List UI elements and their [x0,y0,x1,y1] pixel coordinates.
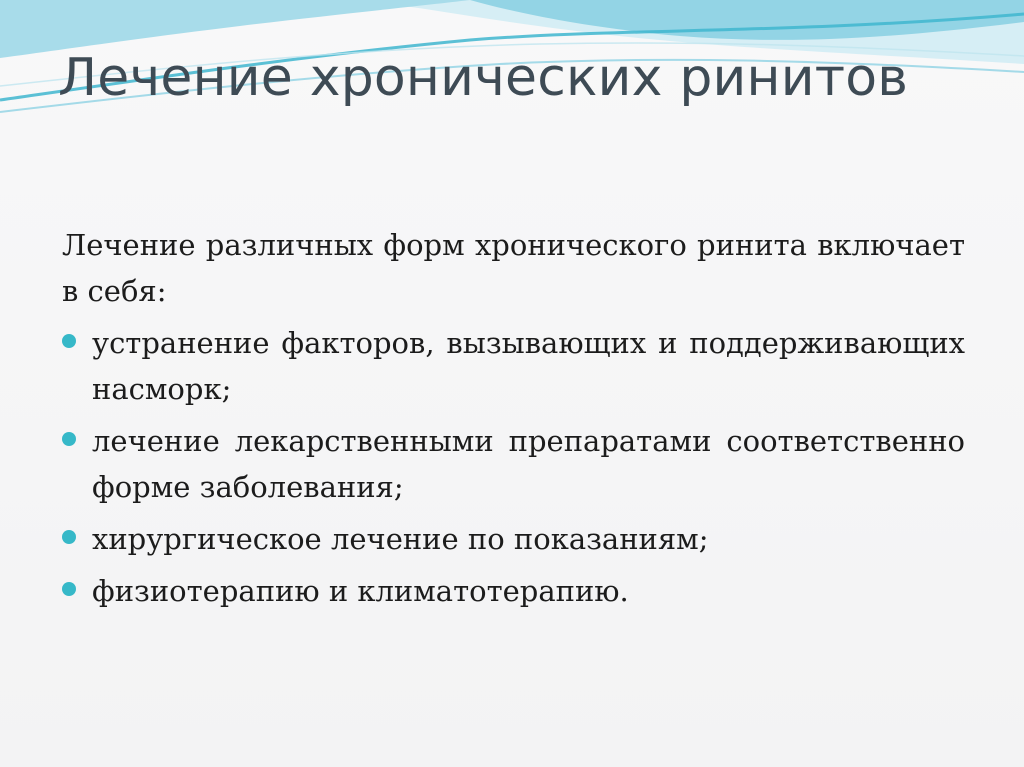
bullet-item [62,516,965,562]
bullet-item [62,320,965,412]
bullet-dot-icon [62,530,76,544]
bullet-dot-icon [62,432,76,446]
intro-paragraph: Лечение различных форм хронического ринита включает в себя: [62,228,965,308]
slide-title: Лечение хронических ринитов [58,48,909,108]
bullet-dot-icon [62,582,76,596]
bullet-text: хирургическое лечение по показаниям; [92,522,709,556]
bullet-text: лечение лекарственными препаратами соответственно форме заболевания; [92,424,965,504]
bullet-item [62,568,965,614]
bullet-dot-icon [62,334,76,348]
bullet-text: устранение факторов, вызывающих и поддерживающих насморк; [92,326,965,406]
bullet-text: физиотерапию и климатотерапию. [92,574,629,608]
bullet-list [62,320,965,614]
slide-body [62,222,965,620]
bullet-item [62,418,965,510]
